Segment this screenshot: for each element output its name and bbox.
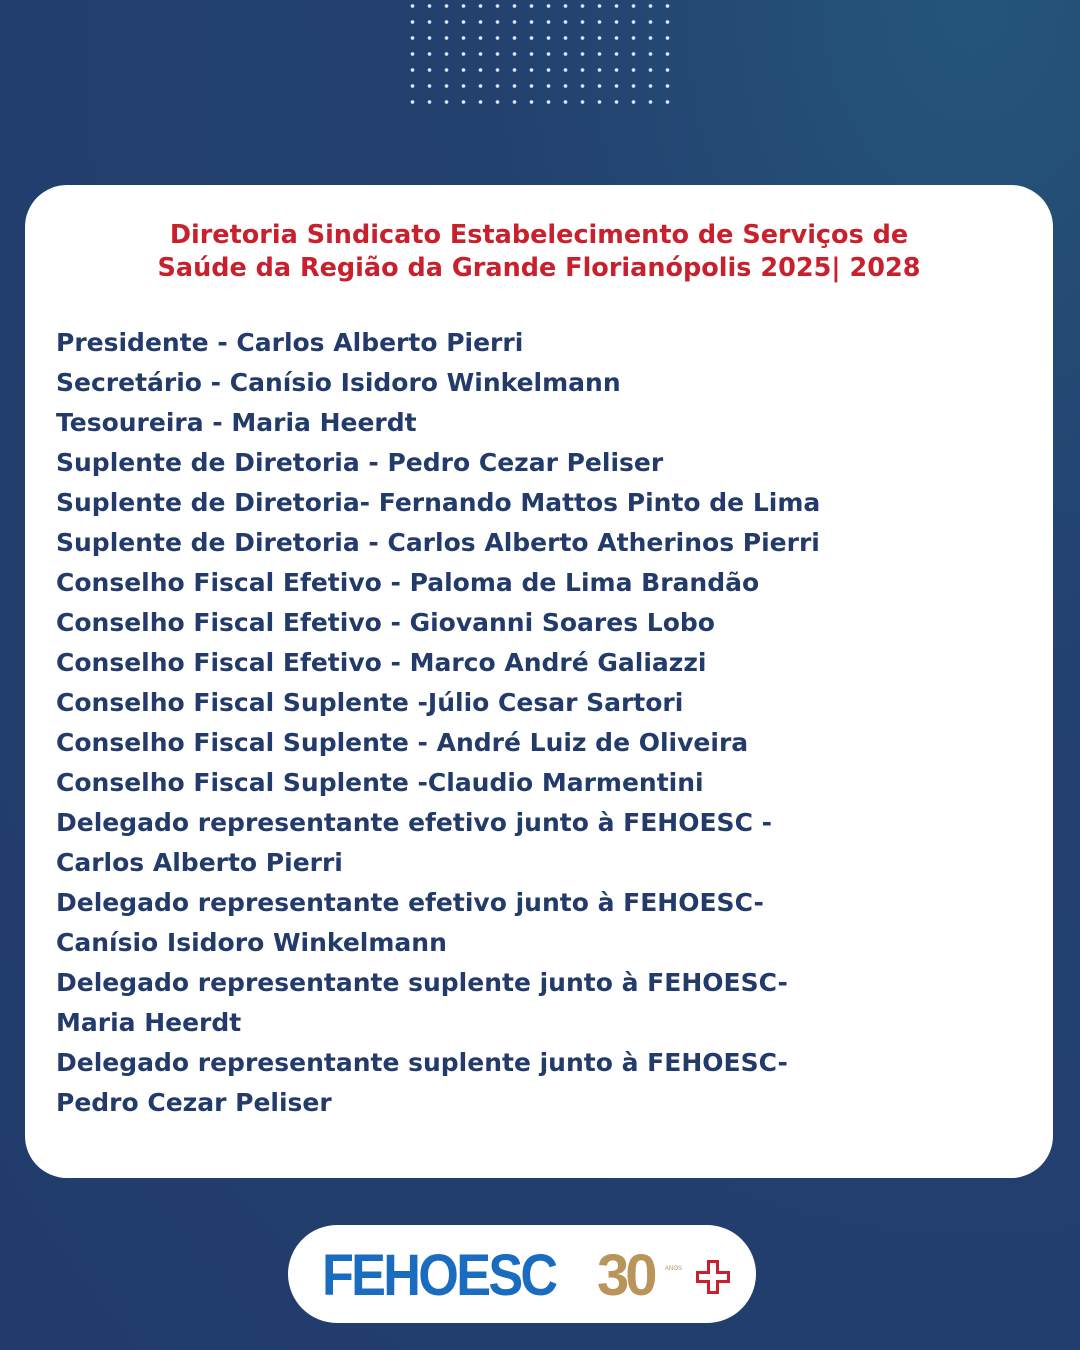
logo-years-text: 30 bbox=[597, 1243, 654, 1308]
board-card bbox=[25, 185, 1053, 1178]
member-line: Carlos Alberto Pierri bbox=[56, 848, 343, 877]
member-line: Conselho Fiscal Suplente - André Luiz de Oliveira bbox=[56, 728, 749, 757]
member-line: Secretário - Canísio Isidoro Winkelmann bbox=[56, 368, 621, 397]
member-line: Delegado representante efetivo junto à FEHOESC- bbox=[56, 888, 764, 917]
member-line: Conselho Fiscal Efetivo - Giovanni Soares Lobo bbox=[56, 608, 715, 637]
member-line: Conselho Fiscal Efetivo - Paloma de Lima Brandão bbox=[56, 568, 760, 597]
member-line: Conselho Fiscal Suplente -Júlio Cesar Sartori bbox=[56, 688, 684, 717]
member-line: Delegado representante efetivo junto à FEHOESC - bbox=[56, 808, 772, 837]
member-line: Suplente de Diretoria - Pedro Cezar Peliser bbox=[56, 448, 664, 477]
member-line: Maria Heerdt bbox=[56, 1008, 242, 1037]
member-line: Pedro Cezar Peliser bbox=[56, 1088, 332, 1117]
member-line: Delegado representante suplente junto à FEHOESC- bbox=[56, 968, 788, 997]
member-line: Presidente - Carlos Alberto Pierri bbox=[56, 328, 524, 357]
member-line: Suplente de Diretoria - Carlos Alberto Atherinos Pierri bbox=[56, 528, 820, 557]
member-line: Delegado representante suplente junto à FEHOESC- bbox=[56, 1048, 788, 1077]
dot-pattern-decoration bbox=[404, 0, 678, 110]
cross-icon bbox=[696, 1260, 730, 1294]
logo-badge bbox=[288, 1225, 756, 1323]
member-line: Canísio Isidoro Winkelmann bbox=[56, 928, 447, 957]
member-line: Conselho Fiscal Suplente -Claudio Marmentini bbox=[56, 768, 704, 797]
member-line: Tesoureira - Maria Heerdt bbox=[56, 408, 417, 437]
fehoesc-logo bbox=[322, 1244, 722, 1308]
card-title-line-1: Diretoria Sindicato Estabelecimento de Serviços de bbox=[169, 220, 909, 250]
member-line: Suplente de Diretoria- Fernando Mattos Pinto de Lima bbox=[56, 488, 821, 517]
card-title-line-2: Saúde da Região da Grande Florianópolis 2025| 2028 bbox=[157, 253, 921, 283]
member-line: Conselho Fiscal Efetivo - Marco André Galiazzi bbox=[56, 648, 707, 677]
card-title bbox=[25, 219, 1053, 285]
logo-years-label: ANOS bbox=[665, 1266, 683, 1272]
member-list bbox=[56, 323, 996, 1123]
logo-brand-text: FEHOESC bbox=[322, 1243, 556, 1308]
